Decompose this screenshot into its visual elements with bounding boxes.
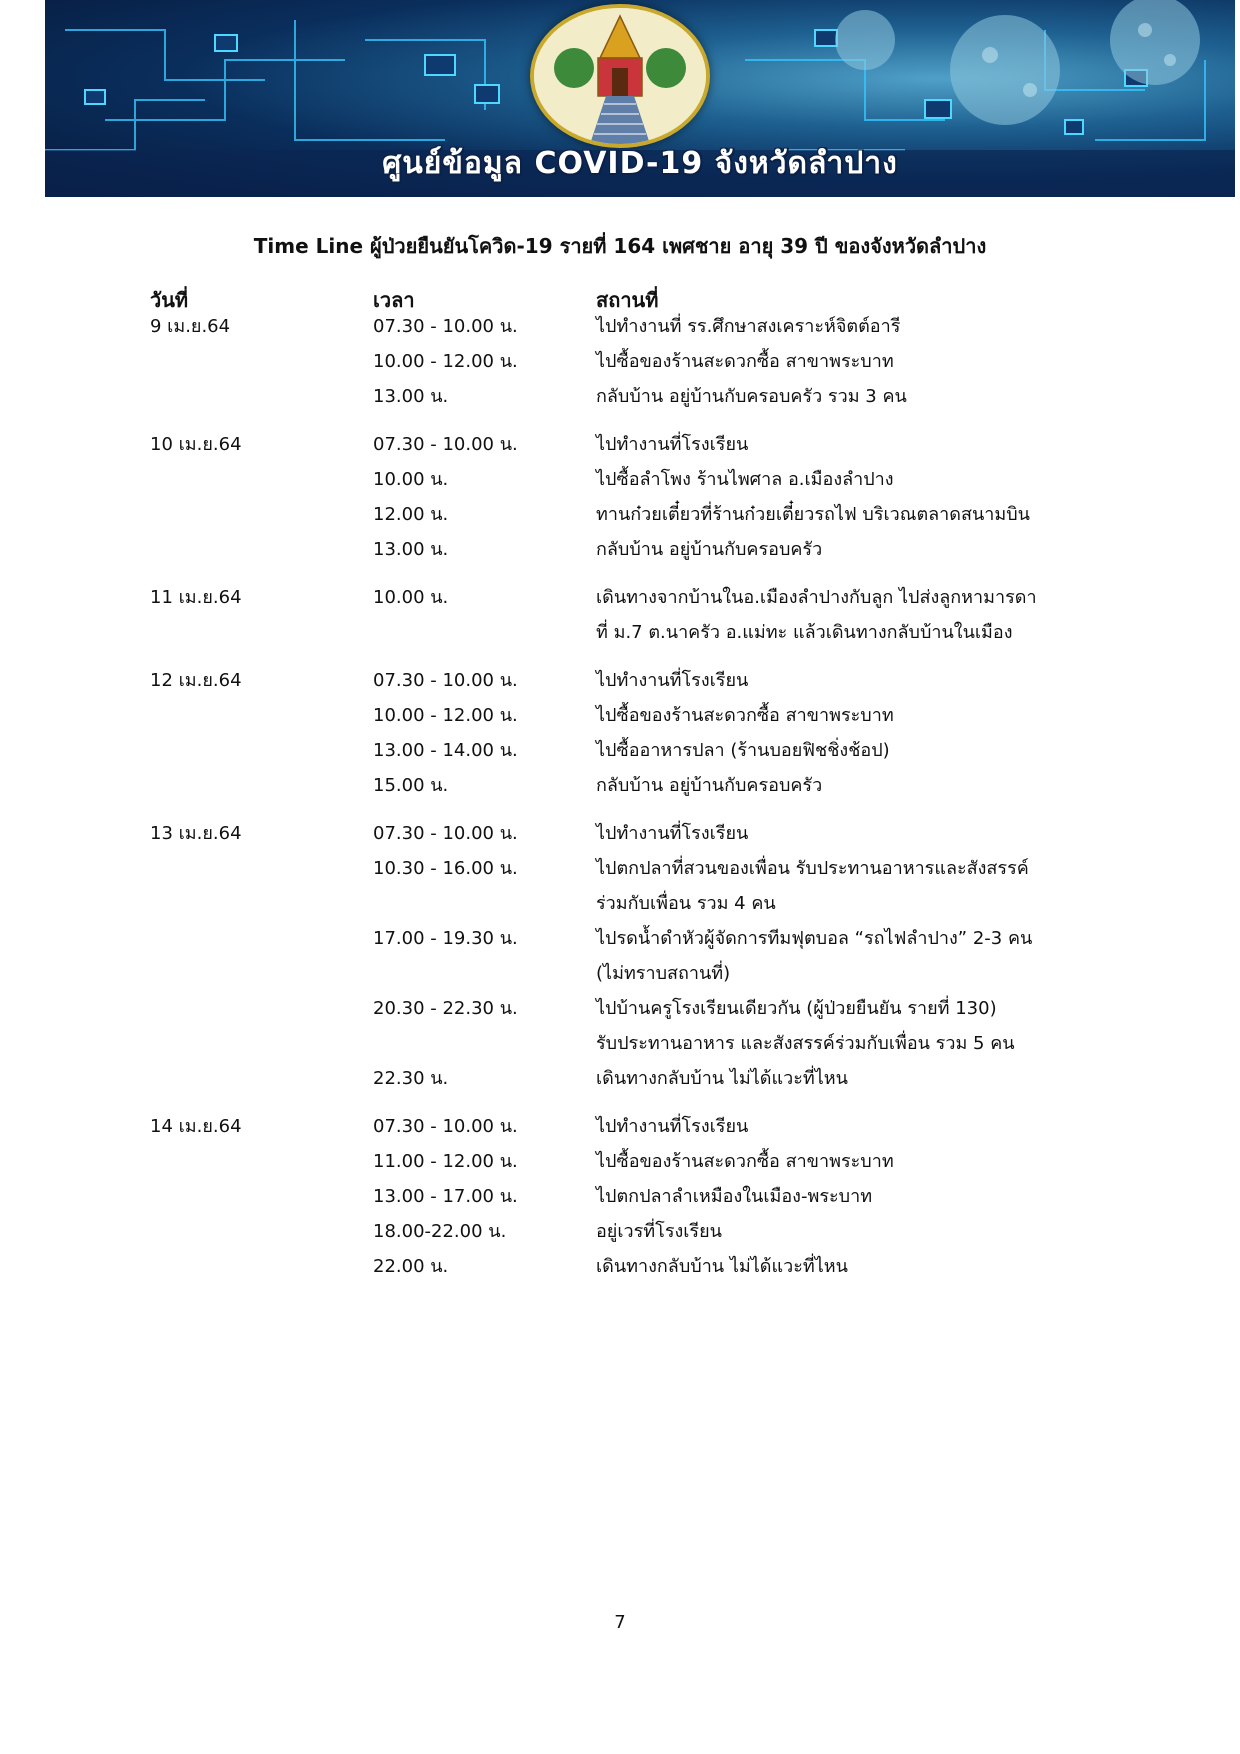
banner-title: ศูนย์ข้อมูล COVID-19 จังหวัดลำปาง <box>382 146 898 181</box>
timeline-place: ไปทำงานที่โรงเรียน <box>596 1116 749 1137</box>
timeline-time: 10.00 น. <box>373 469 449 490</box>
timeline-date: 11 เม.ย.64 <box>150 587 242 608</box>
timeline-time: 15.00 น. <box>373 775 449 796</box>
timeline-date: 12 เม.ย.64 <box>150 670 242 691</box>
timeline-time: 13.00 - 17.00 น. <box>373 1186 518 1207</box>
timeline-time: 07.30 - 10.00 น. <box>373 316 518 337</box>
timeline-place: ไปซื้อของร้านสะดวกซื้อ สาขาพระบาท <box>596 1151 894 1172</box>
timeline-place: ไปทำงานที่โรงเรียน <box>596 823 749 844</box>
timeline-time: 07.30 - 10.00 น. <box>373 1116 518 1137</box>
timeline-time: 07.30 - 10.00 น. <box>373 670 518 691</box>
timeline-date: 13 เม.ย.64 <box>150 823 242 844</box>
timeline-time: 10.30 - 16.00 น. <box>373 858 518 879</box>
column-header-time: เวลา <box>373 288 415 312</box>
column-header-place: สถานที่ <box>596 288 659 312</box>
timeline-time: 10.00 - 12.00 น. <box>373 351 518 372</box>
province-seal-logo <box>530 4 710 148</box>
timeline-time: 10.00 - 12.00 น. <box>373 705 518 726</box>
page-number: 7 <box>614 1612 626 1633</box>
timeline-date: 9 เม.ย.64 <box>150 316 231 337</box>
timeline-place: เดินทางกลับบ้าน ไม่ได้แวะที่ไหน <box>596 1256 848 1277</box>
timeline-place: ไปซื้อของร้านสะดวกซื้อ สาขาพระบาท <box>596 351 894 372</box>
timeline-date: 14 เม.ย.64 <box>150 1116 242 1137</box>
timeline-place: เดินทางจากบ้านในอ.เมืองลำปางกับลูก ไปส่งลูกหามารดา <box>596 587 1037 608</box>
timeline-time: 13.00 น. <box>373 539 449 560</box>
timeline-place: ไปรดน้ำดำหัวผู้จัดการทีมฟุตบอล “รถไฟลำปาง” 2-3 คน <box>596 928 1033 949</box>
timeline-place: ไปบ้านครูโรงเรียนเดียวกัน (ผู้ป่วยยืนยัน รายที่ 130) <box>596 998 997 1019</box>
timeline-place: ทานก๋วยเตี๋ยวที่ร้านก๋วยเตี๋ยวรถไฟ บริเวณตลาดสนามบิน <box>596 504 1030 525</box>
timeline-time: 13.00 น. <box>373 386 449 407</box>
timeline-place: ไปทำงานที่ รร.ศึกษาสงเคราะห์จิตต์อารี <box>596 316 901 337</box>
timeline-date: 10 เม.ย.64 <box>150 434 242 455</box>
header-banner <box>45 0 1235 197</box>
timeline-place: อยู่เวรที่โรงเรียน <box>596 1221 722 1242</box>
timeline-time: 17.00 - 19.30 น. <box>373 928 518 949</box>
column-header-date: วันที่ <box>150 288 189 312</box>
timeline-place: รับประทานอาหาร และสังสรรค์ร่วมกับเพื่อน รวม 5 คน <box>596 1033 1015 1054</box>
timeline-place: ร่วมกับเพื่อน รวม 4 คน <box>596 893 776 914</box>
timeline-place: ไปทำงานที่โรงเรียน <box>596 434 749 455</box>
timeline-time: 18.00-22.00 น. <box>373 1221 507 1242</box>
timeline-time: 07.30 - 10.00 น. <box>373 823 518 844</box>
timeline-time: 11.00 - 12.00 น. <box>373 1151 518 1172</box>
timeline-place: กลับบ้าน อยู่บ้านกับครอบครัว <box>596 539 823 560</box>
timeline-time: 22.30 น. <box>373 1068 449 1089</box>
timeline-place: (ไม่ทราบสถานที่) <box>596 963 731 984</box>
timeline-place: ไปตกปลาที่สวนของเพื่อน รับประทานอาหารและสังสรรค์ <box>596 858 1029 879</box>
timeline-place: เดินทางกลับบ้าน ไม่ได้แวะที่ไหน <box>596 1068 848 1089</box>
timeline-place: ไปซื้ออาหารปลา (ร้านบอยฟิชชิ่งช้อป) <box>596 740 890 761</box>
timeline-place: ไปซื้อลำโพง ร้านไพศาล อ.เมืองลำปาง <box>596 469 894 490</box>
timeline-time: 12.00 น. <box>373 504 449 525</box>
timeline-place: ไปตกปลาลำเหมืองในเมือง-พระบาท <box>596 1186 873 1207</box>
timeline-place: กลับบ้าน อยู่บ้านกับครอบครัว รวม 3 คน <box>596 386 907 407</box>
timeline-time: 10.00 น. <box>373 587 449 608</box>
timeline-time: 22.00 น. <box>373 1256 449 1277</box>
timeline-place: ที่ ม.7 ต.นาครัว อ.แม่ทะ แล้วเดินทางกลับบ้านในเมือง <box>596 622 1013 643</box>
timeline-place: กลับบ้าน อยู่บ้านกับครอบครัว <box>596 775 823 796</box>
timeline-time: 13.00 - 14.00 น. <box>373 740 518 761</box>
timeline-place: ไปซื้อของร้านสะดวกซื้อ สาขาพระบาท <box>596 705 894 726</box>
document-title: Time Line ผู้ป่วยยืนยันโควิด-19 รายที่ 164 เพศชาย อายุ 39 ปี ของจังหวัดลำปาง <box>253 234 987 258</box>
timeline-place: ไปทำงานที่โรงเรียน <box>596 670 749 691</box>
timeline-time: 20.30 - 22.30 น. <box>373 998 518 1019</box>
timeline-time: 07.30 - 10.00 น. <box>373 434 518 455</box>
